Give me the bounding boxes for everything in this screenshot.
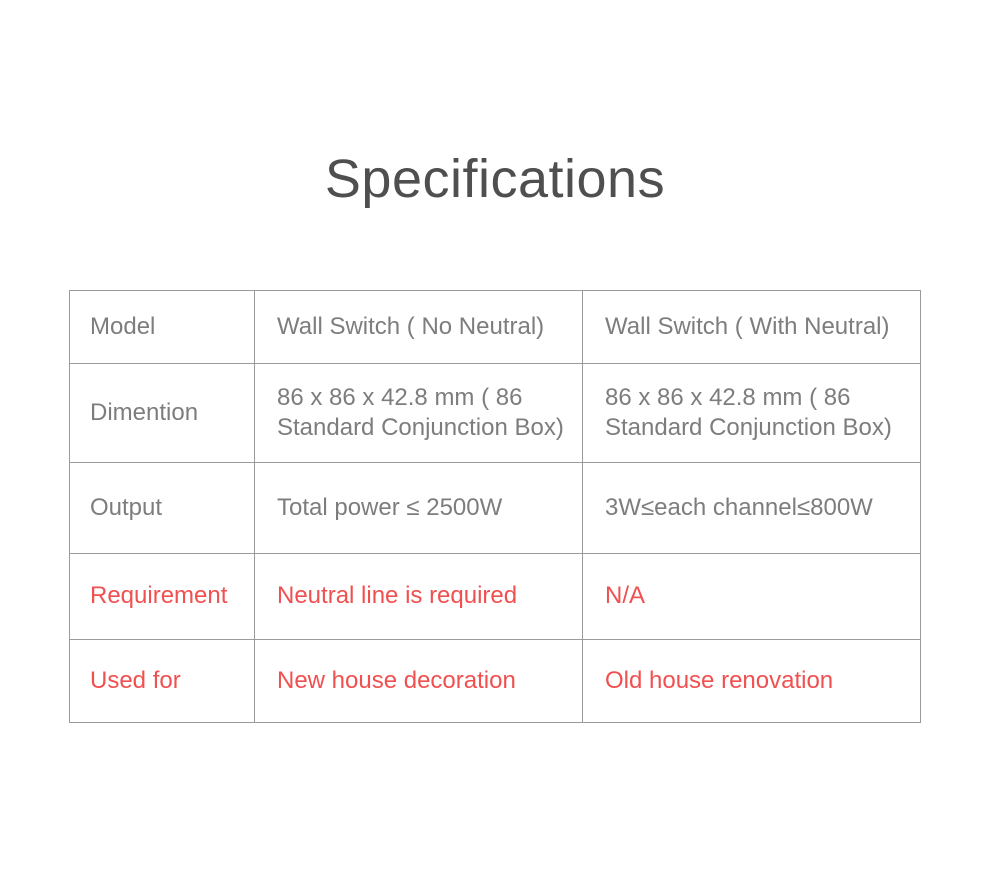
spec-value-used-for-with-neutral: Old house renovation (583, 639, 921, 722)
spec-value-used-for-no-neutral: New house decoration (255, 639, 583, 722)
spec-label-used-for: Used for (70, 639, 255, 722)
spec-value-output-with-neutral: 3W≤each channel≤800W (583, 462, 921, 553)
spec-value-dimention-with-neutral: 86 x 86 x 42.8 mm ( 86 Standard Conjunction Box) (583, 363, 921, 462)
spec-value-model-with-neutral: Wall Switch ( With Neutral) (583, 290, 921, 363)
spec-value-dimention-no-neutral: 86 x 86 x 42.8 mm ( 86 Standard Conjunction Box) (255, 363, 583, 462)
spec-label-dimention: Dimention (70, 363, 255, 462)
spec-value-model-no-neutral: Wall Switch ( No Neutral) (255, 290, 583, 363)
table-row-used-for (70, 639, 921, 722)
table-row-requirement (70, 553, 921, 639)
table-row-model (70, 290, 921, 363)
page-title: Specifications (324, 149, 666, 209)
spec-label-requirement: Requirement (70, 553, 255, 639)
spec-label-output: Output (70, 462, 255, 553)
spec-value-output-no-neutral: Total power ≤ 2500W (255, 462, 583, 553)
spec-label-model: Model (70, 290, 255, 363)
table-row-output (70, 462, 921, 553)
spec-value-requirement-with-neutral: N/A (583, 553, 921, 639)
spec-value-requirement-no-neutral: Neutral line is required (255, 553, 583, 639)
specifications-table (69, 290, 921, 723)
table-row-dimention (70, 363, 921, 462)
